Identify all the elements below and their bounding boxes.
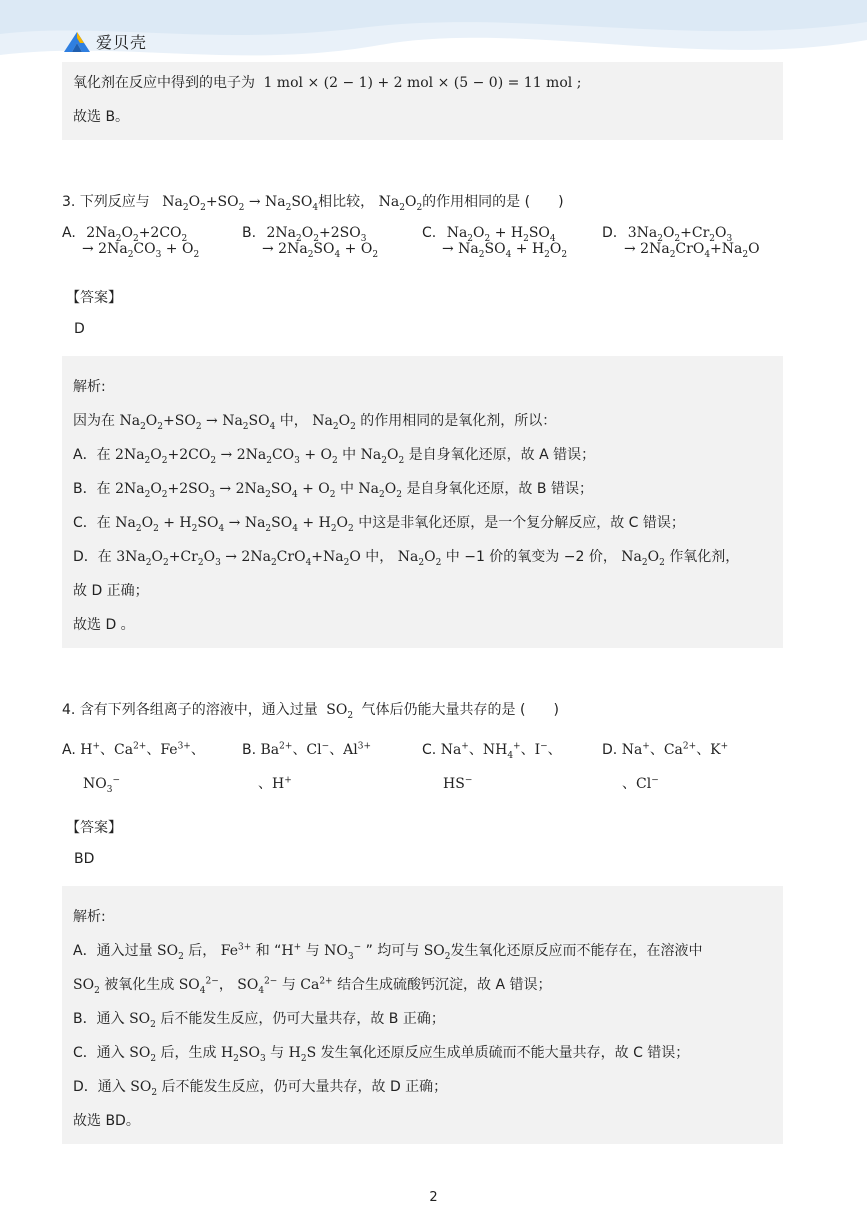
q3-option-d[interactable]: D. $3Na_2O_2+Cr_2O_3$ → $2Na_2CrO_4+Na_2O$ (602, 225, 760, 260)
q3-option-a[interactable]: A. $2Na_2O_2+2CO_2$ → $2Na_2CO_3 + O_2$ (62, 225, 200, 260)
q4-analysis-a-line2: $SO_2$ 被氧化生成 $SO_4^{2-}$， $SO_4^{2-}$ 与 $Ca^{2+}$ 结合生成硫酸钙沉淀，故 A 错误； (73, 976, 552, 996)
q3-analysis-c: C．在 $Na_2O_2 + H_2SO_4 \to Na_2SO_4 + H_2O_2$ 中这是非氧化还原，是一个复分解反应，故 C 错误； (73, 515, 685, 534)
q4-option-c[interactable]: C. Na+、$NH_4^+$、I−、 HS− (422, 741, 562, 792)
q3-option-c[interactable]: C. $Na_2O_2 + H_2SO_4$ → $Na_2SO_4 + H_2O_2$ (422, 225, 568, 260)
q4-option-a[interactable]: A. H+、$Ca^{2+}$、$Fe^{3+}$、 $NO_3^-$ (62, 741, 205, 795)
q4-answer: BD (74, 851, 95, 867)
q4-analysis-label: 解析: (73, 909, 106, 925)
q4-option-d[interactable]: D. Na+、$Ca^{2+}$、K+ 、Cl− (602, 741, 729, 792)
q3-analysis-conclusion: 故选 D 。 (73, 617, 135, 633)
logo-text: 爱贝壳 (96, 33, 148, 52)
q4-answer-label: 【答案】 (66, 820, 122, 836)
q4-stem: 4. 含有下列各组离子的溶液中，通入过量 $SO_2$ 气体后仍能大量共存的是 ( ) (62, 702, 559, 721)
prev-explanation-line-2: 故选 B。 (73, 109, 130, 125)
logo-icon (64, 32, 90, 52)
q4-analysis-a-line1: A．通入过量 $SO_2$ 后， $Fe^{3+}$ 和 “H+ 与 $NO_3^-$ ” 均可与 $SO_2$发生氧化还原反应而不能存在，在溶液中 (73, 942, 703, 962)
q3-analysis-intro: 因为在 $Na_2O_2+SO_2 \to Na_2SO_4$ 中， $Na_2O_2$ 的作用相同的是氧化剂，所以： (73, 413, 557, 432)
q4-option-b[interactable]: B. $Ba^{2+}$、Cl−、$Al^{3+}$ 、H+ (242, 741, 372, 792)
q3-answer: D (74, 321, 85, 337)
q4-analysis-c: C．通入 $SO_2$ 后，生成 $H_2SO_3$ 与 $H_2S$ 发生氧化还原反应生成单质硫而不能大量共存，故 C 错误； (73, 1045, 690, 1064)
q3-analysis-a: A．在 $2Na_2O_2+2CO_2 \to 2Na_2CO_3 + O_2$ 中 $Na_2O_2$ 是自身氧化还原，故 A 错误； (73, 447, 596, 466)
q3-stem: 3. 下列反应与 $Na_2O_2+SO_2 \to Na_2SO_4$相比较， $Na_2O_2$的作用相同的是 ( ) (62, 194, 564, 213)
q3-analysis-label: 解析: (73, 379, 106, 395)
page-number: 2 (429, 1190, 438, 1205)
q3-analysis-box (62, 356, 783, 648)
q3-answer-label: 【答案】 (66, 290, 122, 306)
q3-option-b[interactable]: B. $2Na_2O_2+2SO_3$ → $2Na_2SO_4 + O_2$ (242, 225, 379, 260)
q4-analysis-d: D．通入 $SO_2$ 后不能发生反应，仍可大量共存，故 D 正确； (73, 1079, 448, 1098)
q4-analysis-conclusion: 故选 BD。 (73, 1113, 140, 1129)
prev-explanation-line-1: 氧化剂在反应中得到的电子为 1 mol × (2 − 1) + 2 mol × (5 − 0) = 11 mol ; (73, 75, 582, 91)
q3-analysis-b: B．在 $2Na_2O_2+2SO_3 \to 2Na_2SO_4 + O_2$ 中 $Na_2O_2$ 是自身氧化还原，故 B 错误； (73, 481, 593, 500)
brand-logo (64, 30, 147, 53)
q3-analysis-d-cont: 故 D 正确； (73, 583, 149, 599)
q3-analysis-d: D．在 $3Na_2O_2+Cr_2O_3 \to 2Na_2CrO_4+Na_2O$ 中， $Na_2O_2$ 中 −1 价的氧变为 −2 价， $Na_2O_2$ 作氧化剂， (73, 549, 740, 568)
q4-analysis-b: B．通入 $SO_2$ 后不能发生反应，仍可大量共存，故 B 正确； (73, 1011, 445, 1030)
